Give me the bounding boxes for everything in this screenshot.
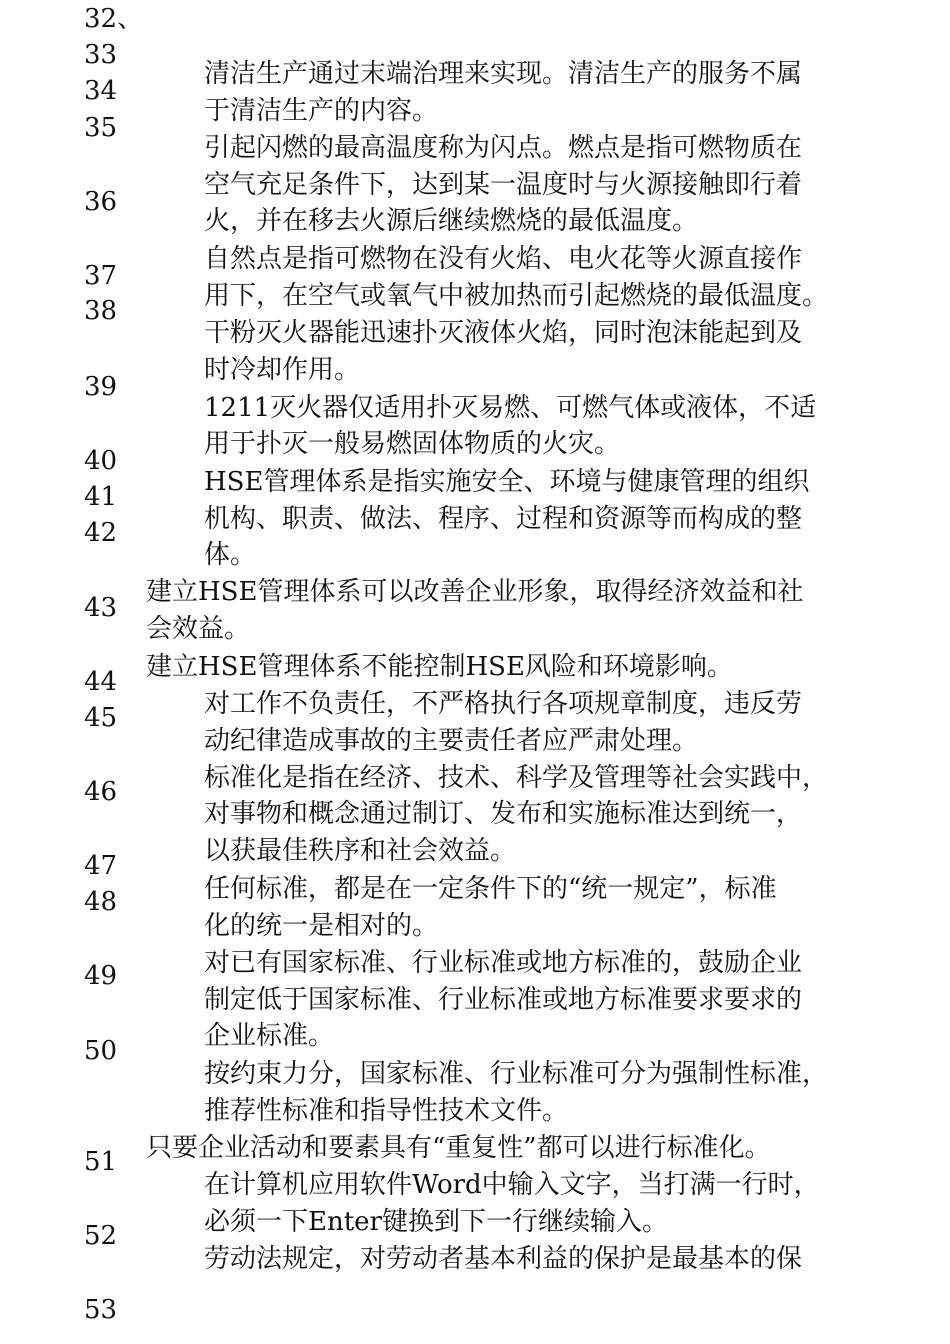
text-line: 制定低于国家标准、行业标准或地方标准要求要求的 [204,985,803,1015]
line-number: 52 [84,1221,118,1251]
text-line: 用下，在空气或氧气中被加热而引起燃烧的最低温度。 [204,281,829,311]
line-number: 34 [84,76,118,106]
line-number: 50 [84,1036,118,1066]
text-line: 以获最佳秩序和社会效益。 [204,836,517,866]
line-number: 33 [84,40,118,70]
text-line: 劳动法规定，对劳动者基本利益的保护是最基本的保 [204,1244,803,1274]
text-line: 于清洁生产的内容。 [204,96,439,126]
text-line: 体。 [204,540,257,570]
text-line: 会效益。 [146,614,251,644]
line-number: 40 [84,446,118,476]
line-number: 41 [84,482,118,512]
line-number: 46 [84,777,118,807]
text-line: 自然点是指可燃物在没有火焰、电火花等火源直接作 [204,244,803,274]
text-line: 对事物和概念通过制订、发布和实施标准达到统一， [204,799,803,829]
text-line: 企业标准。 [204,1021,335,1051]
line-number: 32、 [84,4,144,34]
line-number: 47 [84,851,118,881]
line-number: 42 [84,518,118,548]
text-line: 建立HSE管理体系可以改善企业形象，取得经济效益和社 [146,577,804,607]
line-number: 38 [84,296,118,326]
line-number: 49 [84,961,118,991]
line-number: 44 [84,667,118,697]
text-line: HSE管理体系是指实施安全、环境与健康管理的组织 [204,467,810,497]
text-line: 动纪律造成事故的主要责任者应严肃处理。 [204,726,699,756]
line-number: 37 [84,261,118,291]
line-number: 45 [84,703,118,733]
text-line: 按约束力分，国家标准、行业标准可分为强制性标准， [204,1059,829,1089]
text-line: 干粉灭火器能迅速扑灭液体火焰，同时泡沫能起到及 [204,318,803,348]
text-line: 1211灭火器仅适用扑灭易燃、可燃气体或液体，不适 [204,393,817,423]
line-number: 35 [84,113,118,143]
text-line: 火，并在移去火源后继续燃烧的最低温度。 [204,206,699,236]
text-line: 对已有国家标准、行业标准或地方标准的，鼓励企业 [204,948,803,978]
text-line: 用于扑灭一般易燃固体物质的火灾。 [204,429,621,459]
text-line: 机构、职责、做法、程序、过程和资源等而构成的整 [204,504,803,534]
text-line: 建立HSE管理体系不能控制HSE风险和环境影响。 [146,652,733,682]
line-number: 39 [84,372,118,402]
text-line: 对工作不负责任，不严格执行各项规章制度，违反劳 [204,689,803,719]
line-number: 53 [84,1295,118,1325]
text-line: 必须一下Enter键换到下一行继续输入。 [204,1207,668,1237]
text-line: 标准化是指在经济、技术、科学及管理等社会实践中， [204,763,829,793]
text-line: 空气充足条件下，达到某一温度时与火源接触即行着 [204,170,803,200]
line-number: 36 [84,187,118,217]
line-number: 43 [84,593,118,623]
text-line: 推荐性标准和指导性技术文件。 [204,1096,569,1126]
text-line: 在计算机应用软件Word中输入文字，当打满一行时， [204,1170,820,1200]
text-line: 化的统一是相对的。 [204,911,439,941]
line-number: 51 [84,1147,118,1177]
text-line: 清洁生产通过末端治理来实现。清洁生产的服务不属 [204,59,803,89]
text-line: 引起闪燃的最高温度称为闪点。燃点是指可燃物质在 [204,133,803,163]
text-line: 时冷却作用。 [204,355,361,385]
line-number: 48 [84,887,118,917]
text-line: 只要企业活动和要素具有“重复性”都可以进行标准化。 [146,1133,771,1163]
text-line: 任何标准，都是在一定条件下的“统一规定”，标准 [204,874,777,904]
